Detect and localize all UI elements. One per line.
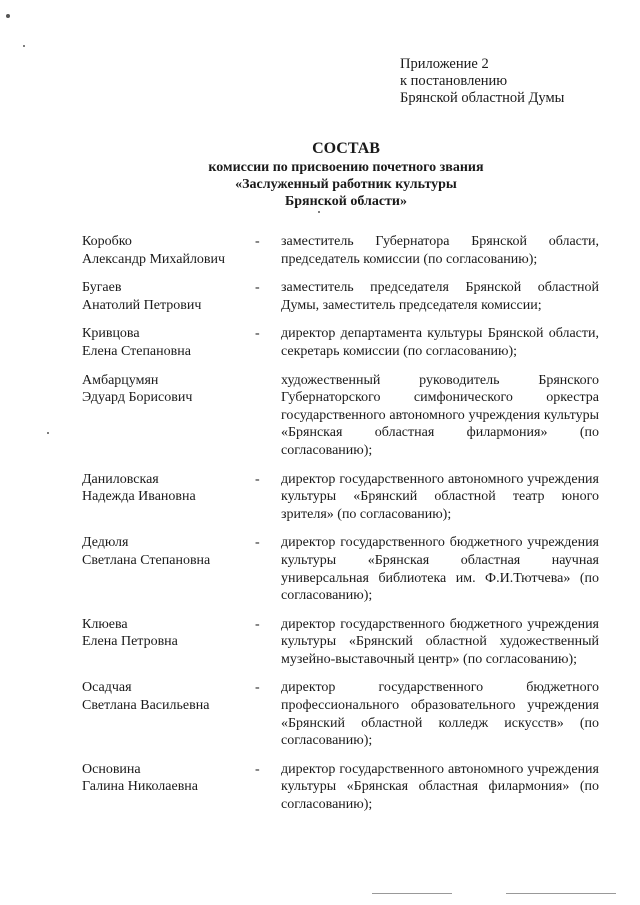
member-row xyxy=(82,471,602,524)
member-role: директор государственного автономного учреждения культуры «Брянский областной театр юного зрителя» (по согласованию); xyxy=(281,471,599,522)
member-given-names: Елена Петровна xyxy=(82,634,178,650)
scan-speck xyxy=(23,45,25,47)
member-dash: - xyxy=(255,326,260,342)
annex-line: к постановлению xyxy=(400,73,508,89)
member-surname: Даниловская xyxy=(82,471,159,487)
member-given-names: Надежда Ивановна xyxy=(82,489,196,505)
document-title: СОСТАВ xyxy=(312,140,380,157)
member-dash: - xyxy=(255,535,260,551)
member-dash: - xyxy=(255,280,260,296)
member-row xyxy=(82,372,602,460)
member-dash: - xyxy=(255,616,260,632)
member-name xyxy=(82,616,252,651)
member-row xyxy=(82,761,602,814)
member-surname: Амбарцумян xyxy=(82,372,159,388)
member-role: директор департамента культуры Брянской области, секретарь комиссии (по согласованию); xyxy=(281,326,599,359)
member-given-names: Эдуард Борисович xyxy=(82,390,193,406)
member-row xyxy=(82,534,602,604)
member-name xyxy=(82,471,252,506)
heading-line: комиссии по присвоению почетного звания xyxy=(208,160,484,175)
member-name xyxy=(82,279,252,314)
annex-line: Брянской областной Думы xyxy=(400,90,565,106)
scan-speck xyxy=(47,432,49,434)
member-role: директор государственного автономного учреждения культуры «Брянская областная филармония» (по согласованию); xyxy=(281,761,599,813)
member-name xyxy=(82,761,252,796)
member-row xyxy=(82,233,602,268)
document-heading xyxy=(0,139,640,210)
scan-speck xyxy=(6,14,10,18)
member-role: директор государственного бюджетного профессионального образовательного учреждения «Брянский областной колледж искусств» (по согласованию); xyxy=(281,680,599,749)
member-surname: Коробко xyxy=(82,234,132,249)
scan-edge-line xyxy=(372,893,452,894)
member-name xyxy=(82,534,252,569)
member-dash: - xyxy=(255,761,260,777)
member-surname: Дедюля xyxy=(82,535,129,551)
member-row xyxy=(82,279,602,314)
member-name xyxy=(82,325,252,360)
member-row xyxy=(82,679,602,749)
member-role: директор государственного бюджетного учреждения культуры «Брянская областная научная универсальная библиотека им. Ф.И.Тютчева» (по согласованию); xyxy=(281,535,599,604)
scan-speck xyxy=(318,211,320,213)
member-role: директор государственного бюджетного учреждения культуры «Брянский областной художественный музейно-выставочный центр» (по согласованию); xyxy=(281,616,599,667)
annex-block xyxy=(400,56,564,107)
member-surname: Основина xyxy=(82,761,141,777)
member-row xyxy=(82,616,602,669)
member-name xyxy=(82,679,252,714)
member-given-names: Александр Михайлович xyxy=(82,251,226,267)
member-row xyxy=(82,325,602,360)
member-given-names: Галина Николаевна xyxy=(82,779,199,795)
member-surname: Кривцова xyxy=(82,326,140,342)
member-name xyxy=(82,372,252,407)
member-dash: - xyxy=(255,471,260,487)
member-surname: Осадчая xyxy=(82,680,132,696)
member-given-names: Светлана Степановна xyxy=(82,552,211,568)
member-surname: Бугаев xyxy=(82,280,122,296)
annex-line: Приложение 2 xyxy=(400,56,489,72)
member-dash: - xyxy=(255,680,260,696)
heading-line: Брянской области» xyxy=(284,194,407,209)
member-dash: - xyxy=(255,234,260,249)
scan-edge-line xyxy=(506,893,616,894)
member-given-names: Анатолий Петрович xyxy=(82,297,202,313)
member-given-names: Елена Степановна xyxy=(82,343,191,359)
heading-line: «Заслуженный работник культуры xyxy=(235,177,457,192)
member-given-names: Светлана Васильевна xyxy=(82,698,210,714)
member-role: заместитель председателя Брянской областной Думы, заместитель председателя комиссии; xyxy=(281,280,599,313)
member-name xyxy=(82,233,252,268)
member-role: художественный руководитель Брянского Губернаторского симфонического оркестра государственного автономного учреждения культуры «Брянская областная филармония» (по согласованию); xyxy=(281,372,599,458)
member-role: заместитель Губернатора Брянской области, председатель комиссии (по согласованию); xyxy=(281,234,599,267)
member-surname: Клюева xyxy=(82,616,128,632)
member-list xyxy=(82,233,602,814)
